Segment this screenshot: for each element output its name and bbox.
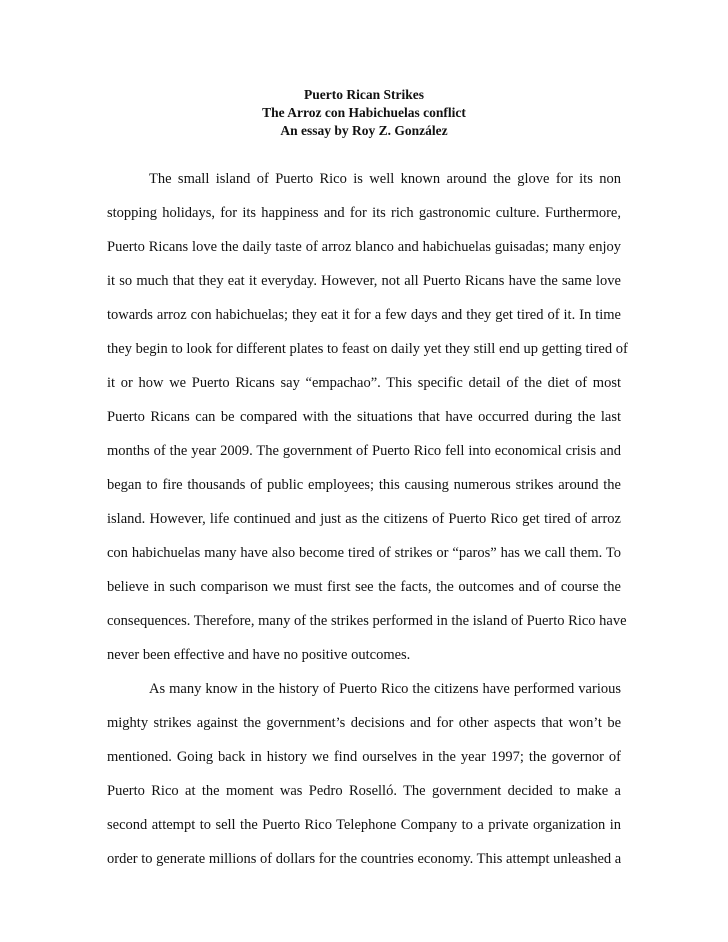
paragraph-1-line-11: island. However, life continued and just as the citizens of Puerto Rico get tired of arroz (107, 511, 621, 527)
paragraph-1-line-5: towards arroz con habichuelas; they eat it for a few days and they get tired of it. In time (107, 307, 621, 323)
paragraph-1-line-13: believe in such comparison we must first see the facts, the outcomes and of course the (107, 579, 621, 595)
paragraph-1-line-3: Puerto Ricans love the daily taste of arroz blanco and habichuelas guisadas; many enjoy (107, 239, 621, 255)
essay-byline: An essay by Roy Z. González (280, 123, 448, 138)
paragraph-1-line-1: The small island of Puerto Rico is well known around the glove for its non (149, 171, 621, 187)
paragraph-2-line-5: second attempt to sell the Puerto Rico Telephone Company to a private organization in (107, 817, 621, 833)
paragraph-1-line-2: stopping holidays, for its happiness and for its rich gastronomic culture. Furthermore, (107, 205, 621, 221)
paragraph-2-line-3: mentioned. Going back in history we find ourselves in the year 1997; the governor of (107, 749, 621, 765)
paragraph-1-line-15: never been effective and have no positive outcomes. (107, 647, 411, 663)
essay-subtitle: The Arroz con Habichuelas conflict (262, 105, 466, 120)
paragraph-1-line-10: began to fire thousands of public employees; this causing numerous strikes around the (107, 477, 621, 493)
paragraph-1-line-6: they begin to look for different plates to feast on daily yet they still end up getting tired of (107, 341, 628, 357)
paragraph-1-line-14: consequences. Therefore, many of the strikes performed in the island of Puerto Rico have (107, 613, 627, 629)
paragraph-2-line-1: As many know in the history of Puerto Rico the citizens have performed various (149, 681, 621, 697)
essay-title: Puerto Rican Strikes (304, 87, 424, 102)
paragraph-1-line-4: it so much that they eat it everyday. However, not all Puerto Ricans have the same love (107, 273, 621, 289)
paragraph-1-line-7: it or how we Puerto Ricans say “empachao”. This specific detail of the diet of most (107, 375, 621, 391)
paragraph-1-line-8: Puerto Ricans can be compared with the situations that have occurred during the last (107, 409, 621, 425)
paragraph-2-line-6: order to generate millions of dollars for the countries economy. This attempt unleashed a (107, 851, 622, 867)
paragraph-1-line-12: con habichuelas many have also become tired of strikes or “paros” has we call them. To (107, 545, 621, 561)
paragraph-1-line-9: months of the year 2009. The government of Puerto Rico fell into economical crisis and (107, 443, 621, 459)
paragraph-2-line-2: mighty strikes against the government’s decisions and for other aspects that won’t be (107, 715, 621, 731)
paragraph-2-line-4: Puerto Rico at the moment was Pedro Roselló. The government decided to make a (107, 783, 621, 799)
